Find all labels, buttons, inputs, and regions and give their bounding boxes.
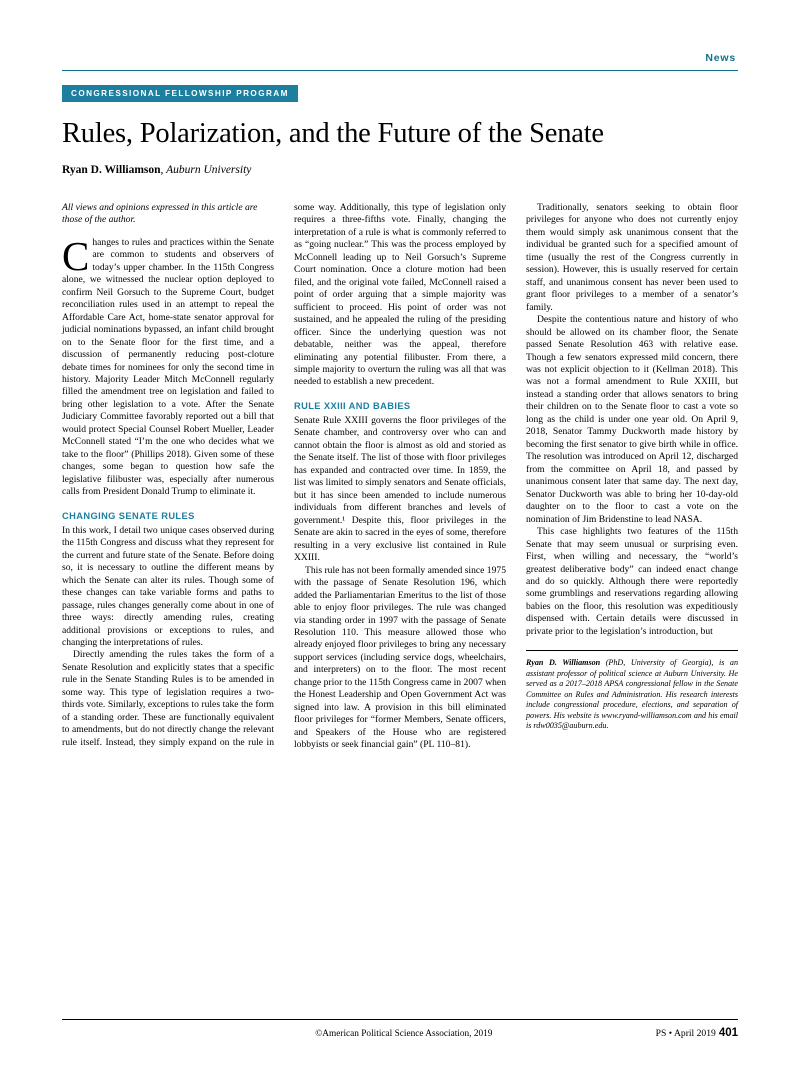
folio: [656, 1027, 738, 1039]
copyright-notice: ©American Political Science Association, 2019: [315, 1029, 493, 1039]
header-rule: [62, 70, 738, 71]
paragraph-6: Traditionally, senators seeking to obtain floor privileges for anyone who does not currently enjoy them would simply ask unanimous consent that the individual be granted such for a specified amount of time (usually the rest of the Congress currently in session). However, this is usually reserved for certain staff, and unanimous consent has never been used to grant floor privileges to a member of a senator’s family.: [526, 201, 738, 313]
paragraph-7: Despite the contentious nature and history of who should be allowed on its chamber floor, the Senate passed Senate Resolution 463 with relative ease. Though a few senators expressed mild concern, there was not explicit objection to it (Kellman 2018). This was not a formal amendment to Rule XXIII, but instead a standing order that allows senators to bring their children on to the Senate floor to cast a vote so long as the child is under one year old. On April 9, 2018, Senator Tammy Duckworth made history by becoming the first senator to give birth while in office. The resolution was introduced on April 12, discharged from the committee on April 18, and passed by unanimous consent later that same day. The next day, Senator Duckworth was able to bring her 10-day-old daughter on to the floor to cast a vote on the nomination of Jim Bridenstine to lead NASA.: [526, 314, 738, 525]
byline-author: Ryan D. Williamson: [62, 163, 161, 176]
paragraph-1: Changes to rules and practices within the Senate are common to students and observers of today’s upper chamber. In the 115th Congress alone, we witnessed the nuclear option deployed to confirm Neil Gorsuch to the Supreme Court, budget reconciliation rules used in an attempt to repeal the Affordable Care Act, home-state senator approval for judicial nominations bypassed, an infant child brought on to the Senate floor for the first time, and a discussion of permanently reducing post-cloture debate times for nominees for only the second time in history. Majority Leader Mitch McConnell regularly filled the amendment tree on legislation and failed to bring other legislation to a vote. After the Senate Judiciary Committee favorably reported out a bill that would protect Special Counsel Robert Mueller, Leader McConnell stated “I’m the one who decides what we take to the floor” (Phillips 2018). Given some of these changes, some began to question how safe the legislative filibuster was, especially after numerous calls from President Donald Trump to eliminate it.: [62, 232, 274, 498]
disclaimer-note: [62, 202, 274, 227]
program-kicker-badge: CONGRESSIONAL FELLOWSHIP PROGRAM: [62, 85, 298, 102]
byline: [62, 164, 738, 176]
page-footer: [62, 1019, 738, 1039]
section-heading-rule-xxiii-and-babies: RULE XXIII AND BABIES: [294, 400, 411, 411]
article-columns: [62, 202, 738, 992]
running-head-section: News: [705, 52, 736, 64]
author-bio: [526, 650, 738, 732]
byline-affiliation: , Auburn University: [160, 163, 252, 176]
author-bio-name: Ryan D. Williamson: [526, 658, 601, 668]
paragraph-2: In this work, I detail two unique cases observed during the 115th Congress and discuss what they represent for the current and future state of the Senate. Before doing so, it is necessary to outline the different means by which the Senate can alter its rules. Though some of these changes can take variable forms and paths to passage, rules changes generally come about in one of three ways: directly amending rules, creating additional provisions or exceptions to rules, and changing the interpretations of rules.: [62, 524, 274, 648]
paragraph-3: Directly amending the rules takes the form of a Senate Resolution and explicitly states that a specific rule in the Senate Standing Rules is to be amended in some way. This type of legislation requires a two-thirds vote. Similarly, exceptions to rules take the form of a standing order. These are functionally equivalent to amendments, but do not directly change the relevant rule itself. Instead, they simply expand on the rule in some way. Additionally, this type of legislation only requires a three-fifths vote. Finally, changing the interpretation of a rule is what is commonly referred to as “going nuclear.” This was the process employed by McConnell leading up to Neil Gorsuch’s Supreme Court nomination. Once a cloture motion had been filed, and the original vote failed, McConnell raised a point of order arguing that a simple majority was sufficient to proceed. His point of order was not sustained, and he appealed the ruling of the presiding officer. Since the underlying question was not debatable, neither was the appeal, therefore eliminating any potential filibuster. From there, a simple majority to overturn the ruling was all that was needed to establish a new precedent.: [62, 201, 506, 748]
section-heading-changing-senate-rules: CHANGING SENATE RULES: [62, 510, 195, 521]
paragraph-8: This case highlights two features of the 115th Senate that may seem unusual or surprising even. First, when willing and necessary, the “world’s greatest deliberative body” can indeed enact change and do so quickly. Although there were reportedly some grumblings and reservations regarding allowing babies on the floor, this resolution was expeditiously dispensed with. Certain details were discussed in private prior to the legislation’s introduction, but: [526, 526, 738, 637]
paragraph-4: Senate Rule XXIII governs the floor privileges of the Senate chamber, and controversy over who can and cannot obtain the floor is almost as old and storied as the Senate itself. The list of those with floor privileges has expanded and contracted over time. In 1859, the list was limited to simply senators and Senate officials, but it has since been amended to include numerous individuals from different branches and levels of government.¹ Despite this, floor privileges in the Senate are akin to sacred in the eyes of some, therefore resulting in a very exclusive list contained in Rule XXIII.: [294, 415, 506, 564]
folio-journal: PS • April 2019: [655, 1028, 716, 1039]
page-title: Rules, Polarization, and the Future of the Senate: [62, 118, 604, 149]
disclaimer-text: All views and opinions expressed in this article are those of the author.: [62, 201, 258, 226]
author-bio-text: (PhD, University of Georgia), is an assistant professor of political science at Auburn University. He served as a 2017–2018 APSA congressional fellow in the Senate Committee on Rules and Administration. His research interests include congressional procedure, elections, and separation of powers. His website is www.ryand-williamson.com and his email is rdw0035@auburn.edu.: [526, 658, 738, 731]
paragraph-5: This rule has not been formally amended since 1975 with the passage of Senate Resolution 196, which added the Parliamentarian Emeritus to the list of those able to enjoy floor privileges. The rule was changed via standing order in 1997 with the passage of Senate Resolution 110. This measure allowed those who already enjoyed floor privileges to bring any necessary support services (including service dogs, wheelchairs, and interpreters) on to the floor. The most recent change prior to the 115th Congress came in 2007 when the Honest Leadership and Open Government Act was signed into law. A provision in this bill eliminated floor privileges for “former Members, Senate officers, and Speakers of the House who are registered lobbyists or seek financial gain” (PL 110–81).: [294, 564, 506, 751]
page-number: 401: [718, 1027, 738, 1039]
